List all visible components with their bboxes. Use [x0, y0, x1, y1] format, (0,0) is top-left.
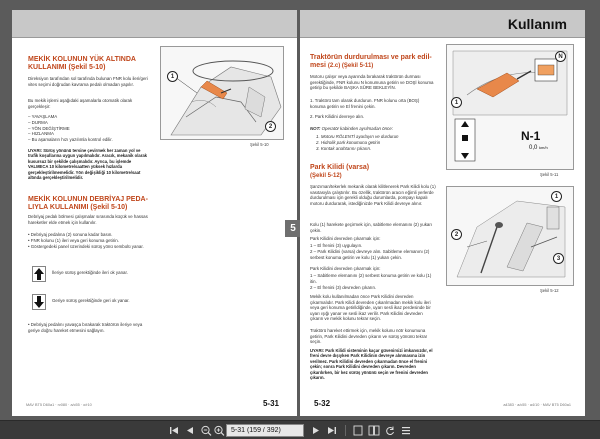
paragraph: Debriyaj pedalı bölmesi çalışmalar sırasında küçük ve hassas hareketler elde etmek için kullanılır. — [28, 214, 148, 225]
warning-text: UYARI: Sürüş yönünü tersine çevirmek her zaman yol ve trafik koşullarına uygun yapılmalıdır. Aracık, mekanik olarak kusursuz bir şekilde çalışmalıdır. Ayrıca, bu işlemde VALMECA 10 kilometre/saatten yüksek hızlarda gerçekleştirilmemelidir. Yön değişikliği 10 kilometre/saat altında gerçekleştirilmelidir. — [28, 148, 148, 181]
callout-1: 1 — [551, 191, 562, 202]
callout-3: 3 — [553, 253, 564, 264]
numbered-list: 1 – El frenini (3) uygulayın. 2 – Park Kilidini (varsa) devreye alın. Sabitleme elemanını (2) serbest konuma getirin ve kolu (1) yukarı çekin. — [310, 243, 430, 260]
gear-display: N-1 — [521, 129, 541, 143]
figure-caption: Şekil 5-10 — [250, 142, 269, 147]
callout-1: 1 — [167, 71, 178, 82]
rotate-icon[interactable] — [384, 424, 396, 437]
paragraph: Park Kilidini devreden çıkarmak için: — [310, 236, 381, 241]
zoom-out-icon[interactable] — [200, 424, 212, 437]
zoom-in-icon[interactable] — [213, 424, 225, 437]
paragraph: Park Kilidini devreden çıkarmak için: — [310, 266, 381, 271]
bullet-list: • Debriyaj pedalını yavaşça bırakarak traktörün ileriye veya geriye doğru hareket etmesini sağlayın. — [28, 322, 153, 334]
callout-2: 2 — [451, 229, 462, 240]
footer-text: a4383 · a/c55 · a4/10 · MAV BT5 D60a1 — [503, 403, 571, 407]
fit-page-icon[interactable] — [352, 424, 364, 437]
footer-text: MAV BT5 D60a1 · rv080 · a/c55 · o/r10 — [26, 403, 92, 407]
bullet-list: • Debriyaj pedalına (2) sonuna kadar basın. • FNR kolunu (1) ileri veya geri konuma getirin. • Göstergedeki panel üzerindeki sürüş yönü sembolü yanar. — [28, 232, 153, 249]
numbered-list: 1. Traktörü tam olarak durdurun. FNR kolunu orta (BOŞ) konuma getirin ve El frenini çekin. 2. Park Kilidini devreye alın. — [310, 98, 420, 119]
figure-caption: Şekil 5-11 — [540, 172, 559, 177]
page-header-bar — [12, 10, 297, 37]
viewer-toolbar — [0, 420, 600, 439]
paragraph: Kolu (1) harekete geçirmek için, sabitleme elemanını (2) yukarı çekin. — [310, 222, 433, 233]
figure-5-12 — [446, 186, 574, 286]
right-page — [300, 10, 585, 416]
next-page-icon[interactable] — [310, 424, 322, 437]
paragraph: Motoru çalışır veya ayarında bırakarak traktörün durması gerektiğinde, FNR kolunu N konumuna getirin ve DOŞİ konuma getirip bu şekilde BAŞKA SÜRE BEKLEYİN. — [310, 74, 434, 91]
paragraph: Direksiyon tarafından sol tarafında bulunan FNR kolu ileri/geri vites seçimi doğrudan kavrama pedalı olmadan yapılır. — [28, 76, 148, 87]
page-number-field[interactable] — [226, 424, 304, 437]
note: NOT: Operatör kabinden ayrılmadan önce: — [310, 126, 393, 131]
numbered-list: 1 – Sabitleme elemanını (2) serbest konuma getirin ve kolu (1) itin. 2 – El frenini (3) devreden çıkarın. — [310, 273, 432, 290]
page-number: 5-32 — [314, 399, 331, 408]
paragraph: Şanzıman/tekerlek mekanik olarak kilitlenerek Park Kilidi kolu (1) vasıtasıyla çalıştırılır. Bu özellik, traktörün aracın eğimli yerlerde durdurulması için gerekli olduğu durumlarda, pompayı kapalı motoru durdurarak, istediğinizde Park Kilidi devreye alınır. — [310, 184, 436, 206]
section-title: MEKİK KOLUNUN YÜK ALTINDA KULLANIMI (Şekil 5-10) — [28, 56, 136, 71]
paragraph: Bu mekik işlemi aşağıdaki aşamalarla otomatik olarak gerçekleşir: — [28, 98, 133, 109]
callout-n: N — [555, 51, 566, 62]
callout-1: 1 — [451, 97, 462, 108]
callout-2: 2 — [265, 121, 276, 132]
paragraph: Mekik kolu kullanılmadan önce Park Kilidini devreden çıkarmalıdır. Park Kilidi devreden çıkarılmadan mekik kolu ileri veya geri konuma getirildiğinde, uyarı sesli ikaz perdesinde bir uyarı ışığı yanar ve sesli ikaz verilir. Park Kilidini devreden çıkarın ve mekik kolunu tekrar seçin. — [310, 294, 431, 322]
note-list: 1. Motoru RÖLENTİ ayarlayın ve durdurun 2. Hidrolik park konumuna getirin 3. Kontak anahtarını çıkarın. — [316, 134, 399, 151]
chapter-tab[interactable]: 5 — [285, 220, 301, 237]
page-header-title: Kullanım — [507, 16, 567, 32]
last-page-icon[interactable] — [326, 424, 338, 437]
bullet-list: – YAVAŞLAMA – DURMA – YÖN DEĞİŞTİRME – HIZLANMA – Bu aşamaların hızı yazılımla kontrol edilir. — [28, 114, 148, 143]
menu-icon[interactable] — [400, 424, 412, 437]
page-number: 5-31 — [262, 399, 279, 408]
section-title: Park Kilidi (varsa) (Şekil 5-12) — [310, 164, 370, 179]
section-title: MEKİK KOLUNUN DEBRİYAJ PEDA- LIYLA KULLANIMI (Şekil 5-10) — [28, 196, 148, 211]
paragraph: Traktörü hareket ettirmek için, mekik kolunu nötr konumuna getirin, Park Kilidini devreden çıkarın ve sürüş yönünü tekrar seçin. — [310, 328, 428, 345]
fnr-lever-illustration — [447, 45, 574, 170]
figure-5-11: 1 N N-1 0,0 km/h — [446, 44, 574, 170]
figure-caption: Şekil 5-12 — [540, 288, 559, 293]
left-page: MEKİK KOLUNUN YÜK ALTINDA KULLANIMI (Şekil 5-10) Direksiyon tarafından sol tarafında bulunan FNR kolu ileri/geri vites seçimi doğrudan kavrama pedalı olmadan yapılır. Bu mekik işlemi aşağıdaki aşamalarla otomatik olarak gerçekleşir: – YAVAŞLAMA – DURMA – YÖN DEĞİŞTİRME – HIZLANMA – Bu aşamaların hızı yazılımla kontrol edilir. UYARI: Sürüş yönünü tersine çevirmek her zaman yol ve trafik koşullarına uygun yapılmalıdır. Aracık, mekanik olarak kusursuz bir şekilde çalışmalıdır. Ayrıca, bu işlemde VALMECA 10 kilometre/saatten yüksek hızlarda gerçekleştirilmemelidir. Yön değişikliği 10 kilometre/saat altında gerçekleştirilmelidir. 1 2 Şekil 5-10 MEKİK KOLUNUN DEBRİYAJ PEDA- LIYLA KULLANIMI (Şekil 5-10) Debriyaj pedalı bölmesi çalışmalar sırasında küçük ve hassas hareketler elde etmek için kullanılır. • Debriyaj pedalına (2) sonuna kadar basın. • FNR kolunu (1) ileri veya geri konuma getirin. • Göstergedeki panel üzerindeki sürüş yönü sembolü yanar. İleriye sürüş gerektiğinde ileri ok yanar. Geriye sürüş gerektiğinde geri ok yanar. • Debriyaj pedalını yavaşça bırakarak traktörün ileriye veya geriye doğru hareket etmesini sağlayın. MAV BT5 D60a1 · rv080 · a/c55 · o/r10 5-31 — [12, 10, 297, 416]
section-title: Traktörün durdurulması ve park edil- mesi (2.c) (Şekil 5-11) — [310, 54, 432, 69]
warning-text: UYARI: Park Kilidi sisteminin kaçar güvenirsizi imkansızdır, el freni devre dışıyken Park Kilidinin devreye alınmasına izin verilmez. Park Kilidini devreden çıkarmadan önce el frenini çekin; sonra Park Kilidini devreden çıkarın. Devreden çıkarılırken, bir kez sürüş yönünü seçin ve frenini devreden çıkarın. — [310, 348, 433, 381]
first-page-icon[interactable] — [168, 424, 180, 437]
arrow-up-icon — [32, 266, 46, 282]
two-page-icon[interactable] — [368, 424, 380, 437]
arrow-down-icon — [32, 294, 46, 310]
figure-5-10 — [160, 46, 284, 140]
prev-page-icon[interactable] — [184, 424, 196, 437]
